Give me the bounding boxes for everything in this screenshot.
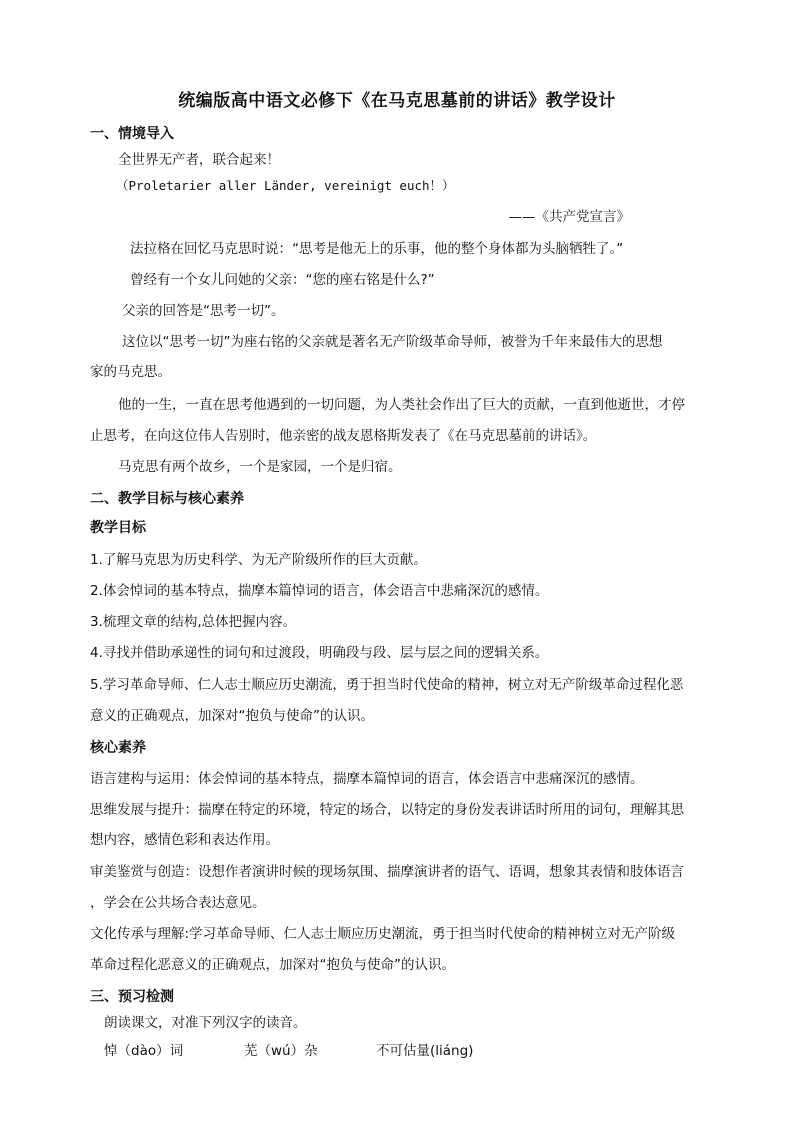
core-language: 语言建构与运用：体会悼词的基本特点，揣摩本篇悼词的语言，体会语言中悲痛深沉的感情。 <box>90 771 644 787</box>
paragraph-daughter-question: 曾经有一个女儿问她的父亲：“您的座右铭是什么?” <box>130 272 435 288</box>
core-thinking-line-1: 思维发展与提升：揣摩在特定的环境，特定的场合，以特定的身份发表讲话时所用的词句，理解其思 <box>90 802 684 818</box>
paragraph-father-answer: 父亲的回答是“思考一切”。 <box>122 303 285 319</box>
section-3-heading: 三、预习检测 <box>90 989 174 1005</box>
paragraph-life-line-1: 他的一生，一直在思考他遇到的一切问题，为人类社会作出了巨大的贡献，一直到他逝世，才停 <box>118 397 685 413</box>
core-aesthetics-line-2: ，学会在公共场合表达意见。 <box>90 895 266 911</box>
preview-instruction: 朗读课文，对准下列汉字的读音。 <box>104 1015 307 1031</box>
core-competencies-heading: 核心素养 <box>90 740 146 756</box>
document-title: 统编版高中语文必修下《在马克思墓前的讲话》教学设计 <box>178 91 616 111</box>
core-aesthetics-line-1: 审美鉴赏与创造：设想作者演讲时候的现场氛围、揣摩演讲者的语气、语调，想象其表情和肢体语言 <box>90 864 684 880</box>
section-2-heading: 二、教学目标与核心素养 <box>90 491 244 507</box>
paragraph-life-line-2: 止思考，在向这位伟人告别时，他亲密的战友恩格斯发表了《在马克思墓前的讲话》。 <box>90 428 597 444</box>
paragraph-motto-line-2: 家的马克思。 <box>90 364 171 380</box>
section-1-heading: 一、情境导入 <box>90 126 174 142</box>
goal-item-5-line-1: 5.学习革命导师、仁人志士顺应历史潮流，勇于担当时代使命的精神，树立对无产阶级革命过程化恶 <box>90 677 684 693</box>
quote-source: ——《共产党宣言》 <box>508 209 630 225</box>
quote-german: （Proletarier aller Länder, vereinigt euch！） <box>116 178 455 193</box>
quote-chinese: 全世界无产者，联合起来！ <box>118 152 280 168</box>
core-culture-line-1: 文化传承与理解:学习革命导师、仁人志士顺应历史潮流，勇于担当时代使命的精神树立对无产阶级 <box>90 926 676 942</box>
paragraph-motto-line-1: 这位以“思考一切”为座右铭的父亲就是著名无产阶级革命导师，被誉为千年来最伟大的思想 <box>122 334 663 350</box>
core-thinking-line-2: 想内容，感情色彩和表达作用。 <box>90 832 279 848</box>
goal-item: 3.梳理文章的结构,总体把握内容。 <box>90 614 297 630</box>
paragraph-hometowns: 马克思有两个故乡，一个是家园，一个是归宿。 <box>118 459 402 475</box>
goal-item: 4.寻找并借助承递性的词句和过渡段，明确段与段、层与层之间的逻辑关系。 <box>90 645 549 661</box>
goal-item: 2.体会悼词的基本特点，揣摩本篇悼词的语言，体会语言中悲痛深沉的感情。 <box>90 583 549 599</box>
core-culture-line-2: 革命过程化恶意义的正确观点，加深对“抱负与使命”的认识。 <box>90 957 455 973</box>
paragraph-lafargue: 法拉格在回忆马克思时说：“思考是他无上的乐事，他的整个身体都为头脑牺牲了。” <box>130 241 624 257</box>
pinyin-item: 不可估量(liáng) <box>376 1043 474 1059</box>
goals-heading: 教学目标 <box>90 520 146 536</box>
pinyin-item: 芜（wú）杂 <box>244 1043 318 1059</box>
goal-item-5-line-2: 意义的正确观点，加深对“抱负与使命”的认识。 <box>90 708 374 724</box>
pinyin-item: 悼（dào）词 <box>104 1043 184 1059</box>
goal-item: 1.了解马克思为历史科学、为无产阶级所作的巨大贡献。 <box>90 552 427 568</box>
